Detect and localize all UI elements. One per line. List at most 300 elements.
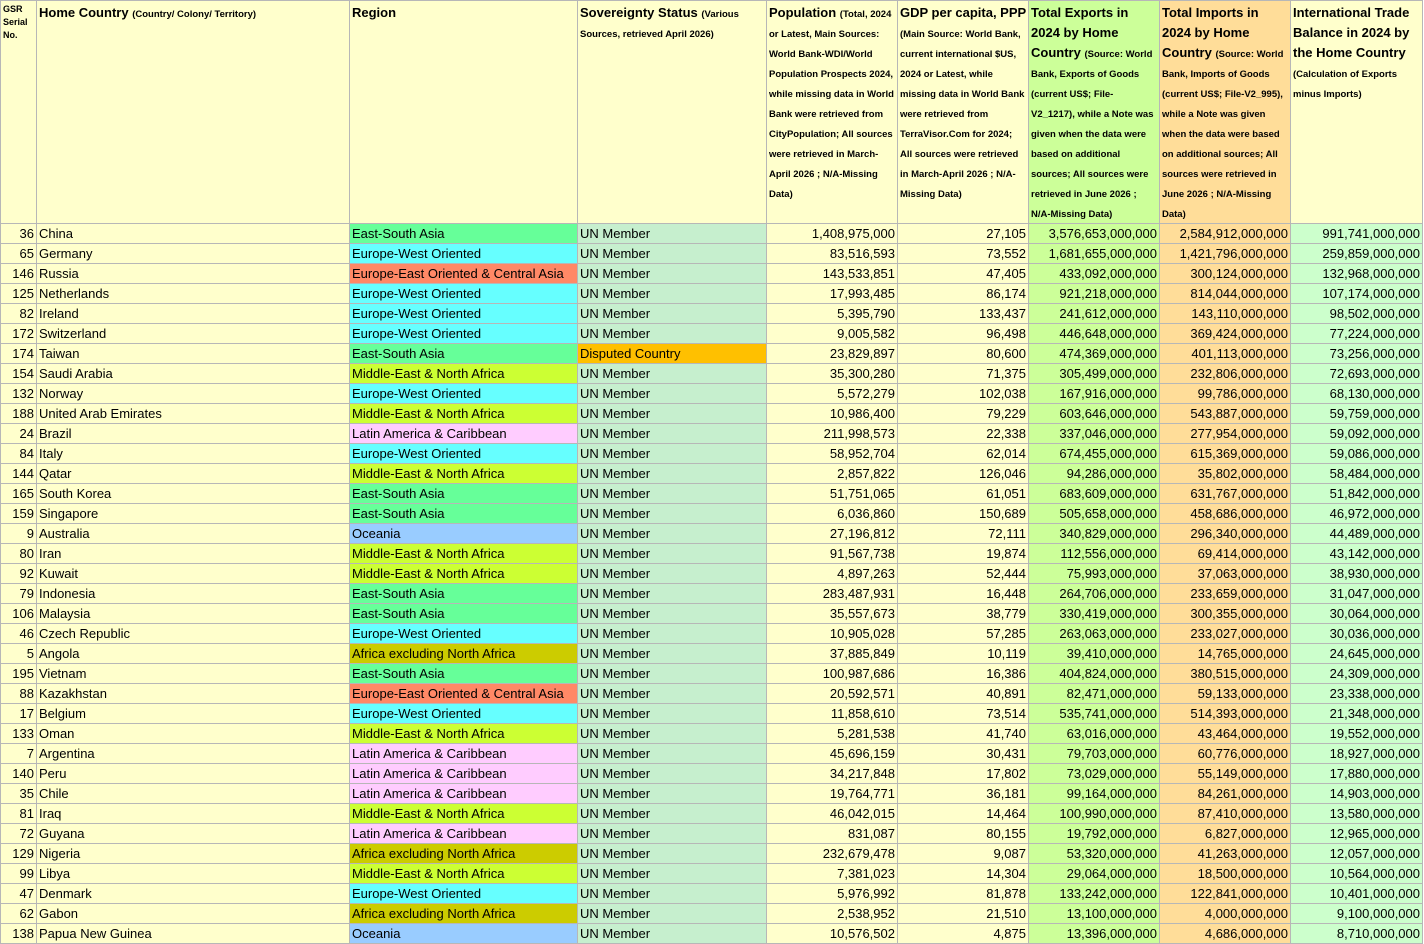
cell-sovereignty-status[interactable]: UN Member — [578, 704, 767, 724]
table-row[interactable] — [1, 624, 1423, 644]
table-row[interactable] — [1, 444, 1423, 464]
cell-gsr-serial[interactable]: 174 — [1, 344, 37, 364]
cell-home-country[interactable]: Singapore — [37, 504, 350, 524]
cell-sovereignty-status[interactable]: UN Member — [578, 764, 767, 784]
cell-gdp-per-capita[interactable]: 72,111 — [898, 524, 1029, 544]
cell-sovereignty-status[interactable]: UN Member — [578, 804, 767, 824]
cell-population[interactable]: 232,679,478 — [767, 844, 898, 864]
cell-gdp-per-capita[interactable]: 52,444 — [898, 564, 1029, 584]
cell-trade-balance[interactable]: 31,047,000,000 — [1291, 584, 1423, 604]
header-gsr-serial[interactable] — [1, 1, 37, 224]
cell-sovereignty-status[interactable]: Disputed Country — [578, 344, 767, 364]
cell-trade-balance[interactable]: 46,972,000,000 — [1291, 504, 1423, 524]
cell-trade-balance[interactable]: 51,842,000,000 — [1291, 484, 1423, 504]
cell-region[interactable]: Middle-East & North Africa — [350, 864, 578, 884]
cell-home-country[interactable]: Saudi Arabia — [37, 364, 350, 384]
cell-population[interactable]: 7,381,023 — [767, 864, 898, 884]
cell-sovereignty-status[interactable]: UN Member — [578, 784, 767, 804]
cell-sovereignty-status[interactable]: UN Member — [578, 404, 767, 424]
cell-trade-balance[interactable]: 12,965,000,000 — [1291, 824, 1423, 844]
cell-total-exports[interactable]: 505,658,000,000 — [1029, 504, 1160, 524]
cell-gsr-serial[interactable]: 133 — [1, 724, 37, 744]
cell-gsr-serial[interactable]: 72 — [1, 824, 37, 844]
cell-gdp-per-capita[interactable]: 10,119 — [898, 644, 1029, 664]
table-row[interactable] — [1, 324, 1423, 344]
cell-sovereignty-status[interactable]: UN Member — [578, 364, 767, 384]
cell-total-exports[interactable]: 63,016,000,000 — [1029, 724, 1160, 744]
cell-population[interactable]: 23,829,897 — [767, 344, 898, 364]
cell-sovereignty-status[interactable]: UN Member — [578, 224, 767, 244]
cell-gsr-serial[interactable]: 188 — [1, 404, 37, 424]
cell-total-imports[interactable]: 232,806,000,000 — [1160, 364, 1291, 384]
cell-gdp-per-capita[interactable]: 38,779 — [898, 604, 1029, 624]
cell-total-exports[interactable]: 13,396,000,000 — [1029, 924, 1160, 944]
cell-trade-balance[interactable]: 8,710,000,000 — [1291, 924, 1423, 944]
cell-trade-balance[interactable]: 98,502,000,000 — [1291, 304, 1423, 324]
cell-home-country[interactable]: Libya — [37, 864, 350, 884]
table-row[interactable] — [1, 264, 1423, 284]
cell-total-exports[interactable]: 39,410,000,000 — [1029, 644, 1160, 664]
cell-home-country[interactable]: South Korea — [37, 484, 350, 504]
cell-population[interactable]: 1,408,975,000 — [767, 224, 898, 244]
cell-home-country[interactable]: Argentina — [37, 744, 350, 764]
cell-region[interactable]: Latin America & Caribbean — [350, 824, 578, 844]
cell-gsr-serial[interactable]: 65 — [1, 244, 37, 264]
cell-gsr-serial[interactable]: 35 — [1, 784, 37, 804]
cell-sovereignty-status[interactable]: UN Member — [578, 484, 767, 504]
cell-total-imports[interactable]: 143,110,000,000 — [1160, 304, 1291, 324]
cell-sovereignty-status[interactable]: UN Member — [578, 744, 767, 764]
cell-trade-balance[interactable]: 21,348,000,000 — [1291, 704, 1423, 724]
cell-gsr-serial[interactable]: 9 — [1, 524, 37, 544]
cell-total-exports[interactable]: 3,576,653,000,000 — [1029, 224, 1160, 244]
cell-population[interactable]: 2,538,952 — [767, 904, 898, 924]
cell-region[interactable]: Middle-East & North Africa — [350, 544, 578, 564]
cell-total-exports[interactable]: 19,792,000,000 — [1029, 824, 1160, 844]
cell-trade-balance[interactable]: 23,338,000,000 — [1291, 684, 1423, 704]
cell-home-country[interactable]: Guyana — [37, 824, 350, 844]
cell-home-country[interactable]: Iran — [37, 544, 350, 564]
cell-gsr-serial[interactable]: 7 — [1, 744, 37, 764]
cell-population[interactable]: 2,857,822 — [767, 464, 898, 484]
cell-gsr-serial[interactable]: 140 — [1, 764, 37, 784]
cell-gsr-serial[interactable]: 172 — [1, 324, 37, 344]
cell-region[interactable]: Europe-West Oriented — [350, 624, 578, 644]
cell-population[interactable]: 10,576,502 — [767, 924, 898, 944]
cell-gdp-per-capita[interactable]: 27,105 — [898, 224, 1029, 244]
cell-total-imports[interactable]: 277,954,000,000 — [1160, 424, 1291, 444]
table-row[interactable] — [1, 724, 1423, 744]
cell-population[interactable]: 9,005,582 — [767, 324, 898, 344]
cell-total-exports[interactable]: 446,648,000,000 — [1029, 324, 1160, 344]
cell-home-country[interactable]: Australia — [37, 524, 350, 544]
cell-home-country[interactable]: Brazil — [37, 424, 350, 444]
cell-gsr-serial[interactable]: 36 — [1, 224, 37, 244]
cell-population[interactable]: 5,395,790 — [767, 304, 898, 324]
cell-gsr-serial[interactable]: 79 — [1, 584, 37, 604]
cell-sovereignty-status[interactable]: UN Member — [578, 464, 767, 484]
cell-total-exports[interactable]: 53,320,000,000 — [1029, 844, 1160, 864]
cell-gdp-per-capita[interactable]: 9,087 — [898, 844, 1029, 864]
cell-sovereignty-status[interactable]: UN Member — [578, 664, 767, 684]
cell-gdp-per-capita[interactable]: 73,552 — [898, 244, 1029, 264]
cell-total-imports[interactable]: 514,393,000,000 — [1160, 704, 1291, 724]
cell-total-imports[interactable]: 99,786,000,000 — [1160, 384, 1291, 404]
cell-total-exports[interactable]: 305,499,000,000 — [1029, 364, 1160, 384]
cell-home-country[interactable]: Indonesia — [37, 584, 350, 604]
cell-region[interactable]: Europe-West Oriented — [350, 304, 578, 324]
cell-sovereignty-status[interactable]: UN Member — [578, 884, 767, 904]
cell-gsr-serial[interactable]: 82 — [1, 304, 37, 324]
cell-population[interactable]: 211,998,573 — [767, 424, 898, 444]
cell-total-exports[interactable]: 112,556,000,000 — [1029, 544, 1160, 564]
cell-total-imports[interactable]: 543,887,000,000 — [1160, 404, 1291, 424]
cell-total-imports[interactable]: 122,841,000,000 — [1160, 884, 1291, 904]
cell-total-imports[interactable]: 615,369,000,000 — [1160, 444, 1291, 464]
cell-region[interactable]: East-South Asia — [350, 224, 578, 244]
cell-sovereignty-status[interactable]: UN Member — [578, 284, 767, 304]
cell-trade-balance[interactable]: 18,927,000,000 — [1291, 744, 1423, 764]
cell-gdp-per-capita[interactable]: 16,448 — [898, 584, 1029, 604]
cell-sovereignty-status[interactable]: UN Member — [578, 444, 767, 464]
cell-total-exports[interactable]: 73,029,000,000 — [1029, 764, 1160, 784]
cell-gsr-serial[interactable]: 154 — [1, 364, 37, 384]
table-row[interactable] — [1, 484, 1423, 504]
cell-total-imports[interactable]: 2,584,912,000,000 — [1160, 224, 1291, 244]
cell-region[interactable]: Middle-East & North Africa — [350, 804, 578, 824]
cell-gsr-serial[interactable]: 132 — [1, 384, 37, 404]
cell-total-exports[interactable]: 264,706,000,000 — [1029, 584, 1160, 604]
cell-total-imports[interactable]: 84,261,000,000 — [1160, 784, 1291, 804]
cell-total-imports[interactable]: 60,776,000,000 — [1160, 744, 1291, 764]
cell-total-exports[interactable]: 79,703,000,000 — [1029, 744, 1160, 764]
cell-region[interactable]: East-South Asia — [350, 484, 578, 504]
cell-population[interactable]: 51,751,065 — [767, 484, 898, 504]
cell-gdp-per-capita[interactable]: 80,600 — [898, 344, 1029, 364]
cell-gsr-serial[interactable]: 24 — [1, 424, 37, 444]
cell-population[interactable]: 34,217,848 — [767, 764, 898, 784]
cell-home-country[interactable]: Denmark — [37, 884, 350, 904]
cell-home-country[interactable]: Kazakhstan — [37, 684, 350, 704]
cell-gsr-serial[interactable]: 144 — [1, 464, 37, 484]
cell-home-country[interactable]: Nigeria — [37, 844, 350, 864]
cell-total-exports[interactable]: 133,242,000,000 — [1029, 884, 1160, 904]
cell-total-exports[interactable]: 241,612,000,000 — [1029, 304, 1160, 324]
table-row[interactable] — [1, 684, 1423, 704]
cell-home-country[interactable]: China — [37, 224, 350, 244]
cell-gdp-per-capita[interactable]: 81,878 — [898, 884, 1029, 904]
cell-trade-balance[interactable]: 14,903,000,000 — [1291, 784, 1423, 804]
cell-sovereignty-status[interactable]: UN Member — [578, 564, 767, 584]
cell-home-country[interactable]: Taiwan — [37, 344, 350, 364]
table-row[interactable] — [1, 504, 1423, 524]
cell-gsr-serial[interactable]: 125 — [1, 284, 37, 304]
cell-trade-balance[interactable]: 59,086,000,000 — [1291, 444, 1423, 464]
table-row[interactable] — [1, 404, 1423, 424]
cell-sovereignty-status[interactable]: UN Member — [578, 324, 767, 344]
cell-gdp-per-capita[interactable]: 79,229 — [898, 404, 1029, 424]
cell-trade-balance[interactable]: 259,859,000,000 — [1291, 244, 1423, 264]
table-row[interactable] — [1, 904, 1423, 924]
cell-total-exports[interactable]: 337,046,000,000 — [1029, 424, 1160, 444]
table-row[interactable] — [1, 544, 1423, 564]
cell-gdp-per-capita[interactable]: 62,014 — [898, 444, 1029, 464]
cell-home-country[interactable]: Germany — [37, 244, 350, 264]
cell-total-exports[interactable]: 330,419,000,000 — [1029, 604, 1160, 624]
cell-region[interactable]: Middle-East & North Africa — [350, 724, 578, 744]
cell-total-imports[interactable]: 369,424,000,000 — [1160, 324, 1291, 344]
cell-population[interactable]: 831,087 — [767, 824, 898, 844]
cell-gsr-serial[interactable]: 159 — [1, 504, 37, 524]
cell-trade-balance[interactable]: 59,092,000,000 — [1291, 424, 1423, 444]
cell-gdp-per-capita[interactable]: 14,464 — [898, 804, 1029, 824]
table-row[interactable] — [1, 824, 1423, 844]
cell-sovereignty-status[interactable]: UN Member — [578, 244, 767, 264]
cell-total-imports[interactable]: 380,515,000,000 — [1160, 664, 1291, 684]
cell-home-country[interactable]: Netherlands — [37, 284, 350, 304]
cell-home-country[interactable]: Chile — [37, 784, 350, 804]
cell-gdp-per-capita[interactable]: 150,689 — [898, 504, 1029, 524]
table-row[interactable] — [1, 804, 1423, 824]
table-row[interactable] — [1, 464, 1423, 484]
cell-home-country[interactable]: Qatar — [37, 464, 350, 484]
cell-home-country[interactable]: Oman — [37, 724, 350, 744]
cell-gdp-per-capita[interactable]: 96,498 — [898, 324, 1029, 344]
cell-population[interactable]: 143,533,851 — [767, 264, 898, 284]
header-trade-balance[interactable] — [1291, 1, 1423, 224]
table-row[interactable] — [1, 664, 1423, 684]
cell-total-imports[interactable]: 43,464,000,000 — [1160, 724, 1291, 744]
cell-region[interactable]: Middle-East & North Africa — [350, 564, 578, 584]
table-row[interactable] — [1, 764, 1423, 784]
cell-gdp-per-capita[interactable]: 126,046 — [898, 464, 1029, 484]
table-row[interactable] — [1, 284, 1423, 304]
cell-region[interactable]: Europe-West Oriented — [350, 384, 578, 404]
table-row[interactable] — [1, 844, 1423, 864]
cell-trade-balance[interactable]: 19,552,000,000 — [1291, 724, 1423, 744]
cell-home-country[interactable]: Italy — [37, 444, 350, 464]
cell-home-country[interactable]: Czech Republic — [37, 624, 350, 644]
cell-region[interactable]: Europe-West Oriented — [350, 704, 578, 724]
cell-gsr-serial[interactable]: 47 — [1, 884, 37, 904]
cell-gsr-serial[interactable]: 195 — [1, 664, 37, 684]
cell-gsr-serial[interactable]: 46 — [1, 624, 37, 644]
cell-trade-balance[interactable]: 13,580,000,000 — [1291, 804, 1423, 824]
cell-total-imports[interactable]: 4,686,000,000 — [1160, 924, 1291, 944]
cell-population[interactable]: 5,281,538 — [767, 724, 898, 744]
cell-gdp-per-capita[interactable]: 4,875 — [898, 924, 1029, 944]
cell-region[interactable]: Africa excluding North Africa — [350, 904, 578, 924]
table-row[interactable] — [1, 524, 1423, 544]
cell-population[interactable]: 83,516,593 — [767, 244, 898, 264]
cell-gsr-serial[interactable]: 165 — [1, 484, 37, 504]
cell-trade-balance[interactable]: 58,484,000,000 — [1291, 464, 1423, 484]
cell-population[interactable]: 5,572,279 — [767, 384, 898, 404]
cell-sovereignty-status[interactable]: UN Member — [578, 384, 767, 404]
cell-gsr-serial[interactable]: 146 — [1, 264, 37, 284]
cell-sovereignty-status[interactable]: UN Member — [578, 424, 767, 444]
cell-sovereignty-status[interactable]: UN Member — [578, 524, 767, 544]
cell-home-country[interactable]: Vietnam — [37, 664, 350, 684]
cell-total-exports[interactable]: 683,609,000,000 — [1029, 484, 1160, 504]
cell-total-imports[interactable]: 296,340,000,000 — [1160, 524, 1291, 544]
cell-total-imports[interactable]: 300,124,000,000 — [1160, 264, 1291, 284]
table-row[interactable] — [1, 564, 1423, 584]
cell-population[interactable]: 283,487,931 — [767, 584, 898, 604]
cell-region[interactable]: Latin America & Caribbean — [350, 424, 578, 444]
cell-population[interactable]: 17,993,485 — [767, 284, 898, 304]
cell-sovereignty-status[interactable]: UN Member — [578, 724, 767, 744]
table-row[interactable] — [1, 384, 1423, 404]
cell-sovereignty-status[interactable]: UN Member — [578, 604, 767, 624]
cell-region[interactable]: East-South Asia — [350, 664, 578, 684]
cell-gsr-serial[interactable]: 129 — [1, 844, 37, 864]
cell-gsr-serial[interactable]: 5 — [1, 644, 37, 664]
cell-region[interactable]: Middle-East & North Africa — [350, 364, 578, 384]
cell-total-imports[interactable]: 6,827,000,000 — [1160, 824, 1291, 844]
cell-region[interactable]: Europe-East Oriented & Central Asia — [350, 264, 578, 284]
cell-region[interactable]: Europe-West Oriented — [350, 244, 578, 264]
cell-total-exports[interactable]: 1,681,655,000,000 — [1029, 244, 1160, 264]
cell-total-imports[interactable]: 37,063,000,000 — [1160, 564, 1291, 584]
cell-total-exports[interactable]: 674,455,000,000 — [1029, 444, 1160, 464]
cell-trade-balance[interactable]: 17,880,000,000 — [1291, 764, 1423, 784]
table-row[interactable] — [1, 924, 1423, 944]
table-row[interactable] — [1, 864, 1423, 884]
cell-gdp-per-capita[interactable]: 17,802 — [898, 764, 1029, 784]
cell-trade-balance[interactable]: 72,693,000,000 — [1291, 364, 1423, 384]
cell-gsr-serial[interactable]: 88 — [1, 684, 37, 704]
cell-sovereignty-status[interactable]: UN Member — [578, 624, 767, 644]
cell-trade-balance[interactable]: 107,174,000,000 — [1291, 284, 1423, 304]
cell-population[interactable]: 91,567,738 — [767, 544, 898, 564]
cell-trade-balance[interactable]: 30,064,000,000 — [1291, 604, 1423, 624]
cell-region[interactable]: Latin America & Caribbean — [350, 764, 578, 784]
cell-trade-balance[interactable]: 77,224,000,000 — [1291, 324, 1423, 344]
cell-home-country[interactable]: Iraq — [37, 804, 350, 824]
table-row[interactable] — [1, 304, 1423, 324]
table-row[interactable] — [1, 424, 1423, 444]
cell-region[interactable]: Oceania — [350, 524, 578, 544]
cell-total-imports[interactable]: 233,027,000,000 — [1160, 624, 1291, 644]
cell-trade-balance[interactable]: 44,489,000,000 — [1291, 524, 1423, 544]
cell-trade-balance[interactable]: 73,256,000,000 — [1291, 344, 1423, 364]
cell-total-exports[interactable]: 29,064,000,000 — [1029, 864, 1160, 884]
cell-total-imports[interactable]: 300,355,000,000 — [1160, 604, 1291, 624]
cell-total-imports[interactable]: 35,802,000,000 — [1160, 464, 1291, 484]
cell-total-imports[interactable]: 631,767,000,000 — [1160, 484, 1291, 504]
cell-population[interactable]: 10,905,028 — [767, 624, 898, 644]
cell-total-exports[interactable]: 167,916,000,000 — [1029, 384, 1160, 404]
cell-region[interactable]: Africa excluding North Africa — [350, 844, 578, 864]
cell-total-imports[interactable]: 233,659,000,000 — [1160, 584, 1291, 604]
cell-total-imports[interactable]: 814,044,000,000 — [1160, 284, 1291, 304]
table-row[interactable] — [1, 604, 1423, 624]
cell-region[interactable]: Europe-West Oriented — [350, 884, 578, 904]
cell-total-exports[interactable]: 263,063,000,000 — [1029, 624, 1160, 644]
header-total-imports[interactable] — [1160, 1, 1291, 224]
cell-population[interactable]: 11,858,610 — [767, 704, 898, 724]
cell-gdp-per-capita[interactable]: 16,386 — [898, 664, 1029, 684]
cell-total-exports[interactable]: 340,829,000,000 — [1029, 524, 1160, 544]
cell-population[interactable]: 19,764,771 — [767, 784, 898, 804]
cell-home-country[interactable]: Papua New Guinea — [37, 924, 350, 944]
cell-population[interactable]: 100,987,686 — [767, 664, 898, 684]
cell-total-imports[interactable]: 69,414,000,000 — [1160, 544, 1291, 564]
cell-total-exports[interactable]: 474,369,000,000 — [1029, 344, 1160, 364]
cell-population[interactable]: 6,036,860 — [767, 504, 898, 524]
cell-population[interactable]: 5,976,992 — [767, 884, 898, 904]
cell-total-imports[interactable]: 59,133,000,000 — [1160, 684, 1291, 704]
cell-trade-balance[interactable]: 9,100,000,000 — [1291, 904, 1423, 924]
header-sovereignty[interactable] — [578, 1, 767, 224]
cell-sovereignty-status[interactable]: UN Member — [578, 924, 767, 944]
cell-total-imports[interactable]: 55,149,000,000 — [1160, 764, 1291, 784]
cell-population[interactable]: 4,897,263 — [767, 564, 898, 584]
cell-trade-balance[interactable]: 43,142,000,000 — [1291, 544, 1423, 564]
cell-total-exports[interactable]: 94,286,000,000 — [1029, 464, 1160, 484]
cell-total-imports[interactable]: 401,113,000,000 — [1160, 344, 1291, 364]
cell-total-exports[interactable]: 75,993,000,000 — [1029, 564, 1160, 584]
cell-region[interactable]: Europe-West Oriented — [350, 324, 578, 344]
cell-home-country[interactable]: Peru — [37, 764, 350, 784]
cell-trade-balance[interactable]: 991,741,000,000 — [1291, 224, 1423, 244]
cell-home-country[interactable]: Ireland — [37, 304, 350, 324]
cell-gdp-per-capita[interactable]: 36,181 — [898, 784, 1029, 804]
header-total-exports[interactable] — [1029, 1, 1160, 224]
cell-sovereignty-status[interactable]: UN Member — [578, 824, 767, 844]
cell-total-exports[interactable]: 433,092,000,000 — [1029, 264, 1160, 284]
cell-gdp-per-capita[interactable]: 80,155 — [898, 824, 1029, 844]
cell-total-imports[interactable]: 458,686,000,000 — [1160, 504, 1291, 524]
cell-region[interactable]: Europe-East Oriented & Central Asia — [350, 684, 578, 704]
cell-region[interactable]: Middle-East & North Africa — [350, 404, 578, 424]
table-row[interactable] — [1, 884, 1423, 904]
cell-sovereignty-status[interactable]: UN Member — [578, 684, 767, 704]
cell-region[interactable]: East-South Asia — [350, 584, 578, 604]
cell-home-country[interactable]: Switzerland — [37, 324, 350, 344]
cell-sovereignty-status[interactable]: UN Member — [578, 504, 767, 524]
cell-trade-balance[interactable]: 132,968,000,000 — [1291, 264, 1423, 284]
cell-total-exports[interactable]: 535,741,000,000 — [1029, 704, 1160, 724]
cell-total-exports[interactable]: 921,218,000,000 — [1029, 284, 1160, 304]
cell-gdp-per-capita[interactable]: 86,174 — [898, 284, 1029, 304]
cell-trade-balance[interactable]: 59,759,000,000 — [1291, 404, 1423, 424]
cell-gdp-per-capita[interactable]: 21,510 — [898, 904, 1029, 924]
cell-total-imports[interactable]: 14,765,000,000 — [1160, 644, 1291, 664]
cell-home-country[interactable]: Russia — [37, 264, 350, 284]
table-row[interactable] — [1, 584, 1423, 604]
cell-sovereignty-status[interactable]: UN Member — [578, 904, 767, 924]
cell-population[interactable]: 35,557,673 — [767, 604, 898, 624]
cell-region[interactable]: Latin America & Caribbean — [350, 784, 578, 804]
cell-region[interactable]: East-South Asia — [350, 504, 578, 524]
cell-trade-balance[interactable]: 68,130,000,000 — [1291, 384, 1423, 404]
cell-region[interactable]: Europe-West Oriented — [350, 444, 578, 464]
cell-trade-balance[interactable]: 30,036,000,000 — [1291, 624, 1423, 644]
cell-total-exports[interactable]: 82,471,000,000 — [1029, 684, 1160, 704]
cell-gdp-per-capita[interactable]: 73,514 — [898, 704, 1029, 724]
table-row[interactable] — [1, 364, 1423, 384]
header-home-country[interactable] — [37, 1, 350, 224]
cell-sovereignty-status[interactable]: UN Member — [578, 544, 767, 564]
cell-total-exports[interactable]: 99,164,000,000 — [1029, 784, 1160, 804]
cell-gsr-serial[interactable]: 92 — [1, 564, 37, 584]
cell-trade-balance[interactable]: 10,401,000,000 — [1291, 884, 1423, 904]
cell-home-country[interactable]: Belgium — [37, 704, 350, 724]
cell-total-exports[interactable]: 100,990,000,000 — [1029, 804, 1160, 824]
cell-home-country[interactable]: Gabon — [37, 904, 350, 924]
